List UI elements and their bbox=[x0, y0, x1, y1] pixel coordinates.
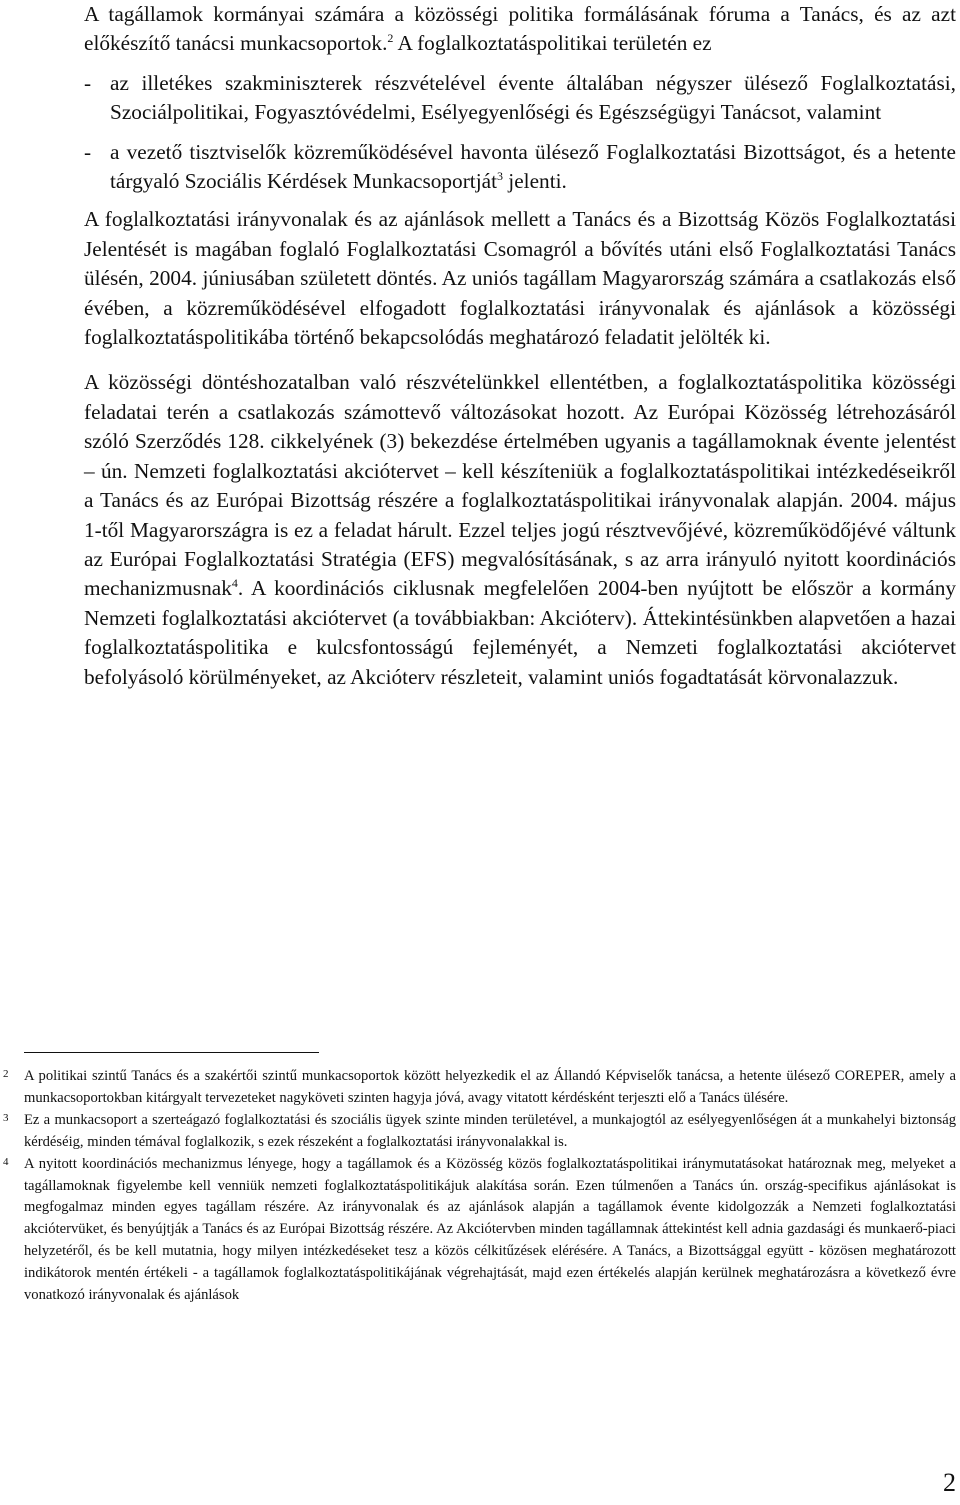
footnote-2 bbox=[0, 1066, 960, 1110]
list-item-text-part: jelenti. bbox=[502, 169, 567, 194]
footnote-separator bbox=[24, 1052, 319, 1053]
footnote-text: A politikai szintű Tanács és a szakértői szintű munkacsoportok között helyezkedik el az Állandó Képviselők tanácsa, a hetente ülésező COREPER, amely a munkacsoportokban kitárgyalt tervezeteket nagyköveti szinten hagyja jóvá, avagy vitatott kérdésként terjeszti elő a Tanács ülésére. bbox=[24, 1068, 956, 1106]
footnote-4 bbox=[0, 1154, 960, 1307]
footnote-ref-3[interactable]: 3 bbox=[496, 168, 503, 183]
footnote-3 bbox=[0, 1110, 960, 1154]
list-dash: - bbox=[84, 70, 92, 95]
list-item bbox=[84, 69, 956, 128]
footnote-ref-4[interactable]: 4 bbox=[231, 576, 238, 591]
paragraph-text: A közösségi döntéshozatalban való részvételünkkel ellentétben, a foglalkoztatáspolitika közösségi feladatai terén a csatlakozás számottevő változásokat hozott. Az Európai Közösség létrehozásáról szóló Szerződés 128. cikkelyének (3) bekezdése értelmében ugyanis a tagállamoknak évente jelentést – ún. Nemzeti foglalkoztatási akciótervet – kell készíteniük a foglalkoztatáspolitikai intézkedéseikről a Tanács és az Európai Bizottság részére a foglalkoztatáspolitikai irányvonalak alapján. 2004. május 1-től Magyarországra is ez a feladat hárult. Ezzel teljes jogú résztvevőjévé, közreműködőjévé váltunk az Európai Foglalkoztatási Stratégia (EFS) megvalósításának, s az arra irányuló nyitott koordinációs mechanizmusnak bbox=[84, 370, 956, 601]
footnotes bbox=[0, 1066, 960, 1307]
list-item-text-part: a vezető tisztviselők közreműködésével havonta ülésező Foglalkoztatási Bizottságot, és a hetente tárgyaló Szociális Kérdések Munkacsoportját bbox=[110, 139, 956, 194]
intro-paragraph bbox=[84, 0, 956, 59]
footnote-mark: 4 bbox=[3, 1155, 9, 1168]
paragraph-text-continued: . A koordinációs ciklusnak megfelelően 2004-ben nyújtott be először a kormány Nemzeti foglalkoztatási akciótervet (a továbbiakban: Akcióterv). Áttekintésünkben alapvetően a hazai foglalkoztatáspolitika e kulcsfontosságú fejleményét, a Nemzeti foglalkoztatási akciótervet befolyásoló körülményeket, az Akcióterv részleteit, valamint uniós fogadtatását körvonalazzuk. bbox=[84, 576, 956, 689]
page-number: 2 bbox=[943, 1468, 956, 1497]
guidelines-paragraph: A foglalkoztatási irányvonalak és az ajánlások mellett a Tanács és a Bizottság Közös Foglalkoztatási Jelentését is magában foglaló Foglalkoztatási Csomagról a bővítés utáni első Foglalkoztatási Tanács ülésén, 2004. júniusában született döntés. Az uniós tagállam Magyarország számára a csatlakozás első évében, a közreműködésével elfogadott foglalkoztatási irányvonalak és ajánlások a közösségi foglalkoztatáspolitikába történő bekapcsolódás meghatározó feladatit jelölték ki. bbox=[84, 207, 956, 350]
footnote-mark: 2 bbox=[3, 1068, 9, 1080]
list-dash: - bbox=[84, 139, 92, 164]
footnote-text: A nyitott koordinációs mechanizmus lényege, hogy a tagállamok és a Közösség közös foglalkoztatáspolitikai iránymutatásokat határoznak meg, melyeket a tagállamoknak figyelembe kell venniük nemzeti foglalkoztatáspolitikájuk alakítása során. Ezen túlmenően a Tanács ún. ország-specifikus ajánlásokat is megfogalmaz minden egyes tagállam részére. Az irányvonalak és az ajánlások alapján a tagállamok évente kidolgozzák a Nemzeti foglalkoztatási akciótervüket, és benyújtják a Tanács és az Európai Bizottság részére. Az Akciótervben minden tagállamnak áttekintést kell adnia gazdasági és munkaerő-piaci helyzetéről, és be kell mutatnia, hogy milyen intézkedéseket tesz a közös célkitűzések elérésére. A Tanács, a Bizottsággal együtt - közösen meghatározott indikátorok mentén értékeli - a tagállamok foglalkoztatáspolitikájának végrehajtását, majd ezen értékelés alapján kerülnek meghatározásra a következő évre vonatkozó irányvonalak és ajánlások bbox=[24, 1155, 956, 1304]
list-item-text bbox=[110, 138, 956, 197]
intro-text: A tagállamok kormányai számára a közösségi politika formálásának fóruma a Tanács, és az azt előkészítő tanácsi munkacsoportok. bbox=[84, 2, 956, 56]
footnote-ref-2[interactable]: 2 bbox=[387, 31, 394, 46]
footnote-text: Ez a munkacsoport a szerteágazó foglalkoztatási és szociális ügyek szinte minden területével, a munkajogtól az esélyegyenlőségen át a munkahelyi biztonság kérdéséig, minden témával foglalkozik, s ezek részeként a foglalkoztatási irányvonalakkal is. bbox=[24, 1111, 956, 1150]
intro-text-continued: A foglalkoztatáspolitikai területén ez bbox=[393, 31, 712, 56]
document-body bbox=[84, 0, 956, 692]
footnote-mark: 3 bbox=[3, 1111, 9, 1124]
list-item bbox=[84, 138, 956, 197]
list-item-text: az illetékes szakminiszterek részvételével évente általában négyszer ülésező Foglalkoztatási, Szociálpolitikai, Fogyasztóvédelmi, Esélyegyenlőségi és Egészségügyi Tanácsot, valamint bbox=[110, 70, 956, 125]
council-list bbox=[84, 69, 956, 197]
community-decision-paragraph bbox=[84, 368, 956, 691]
